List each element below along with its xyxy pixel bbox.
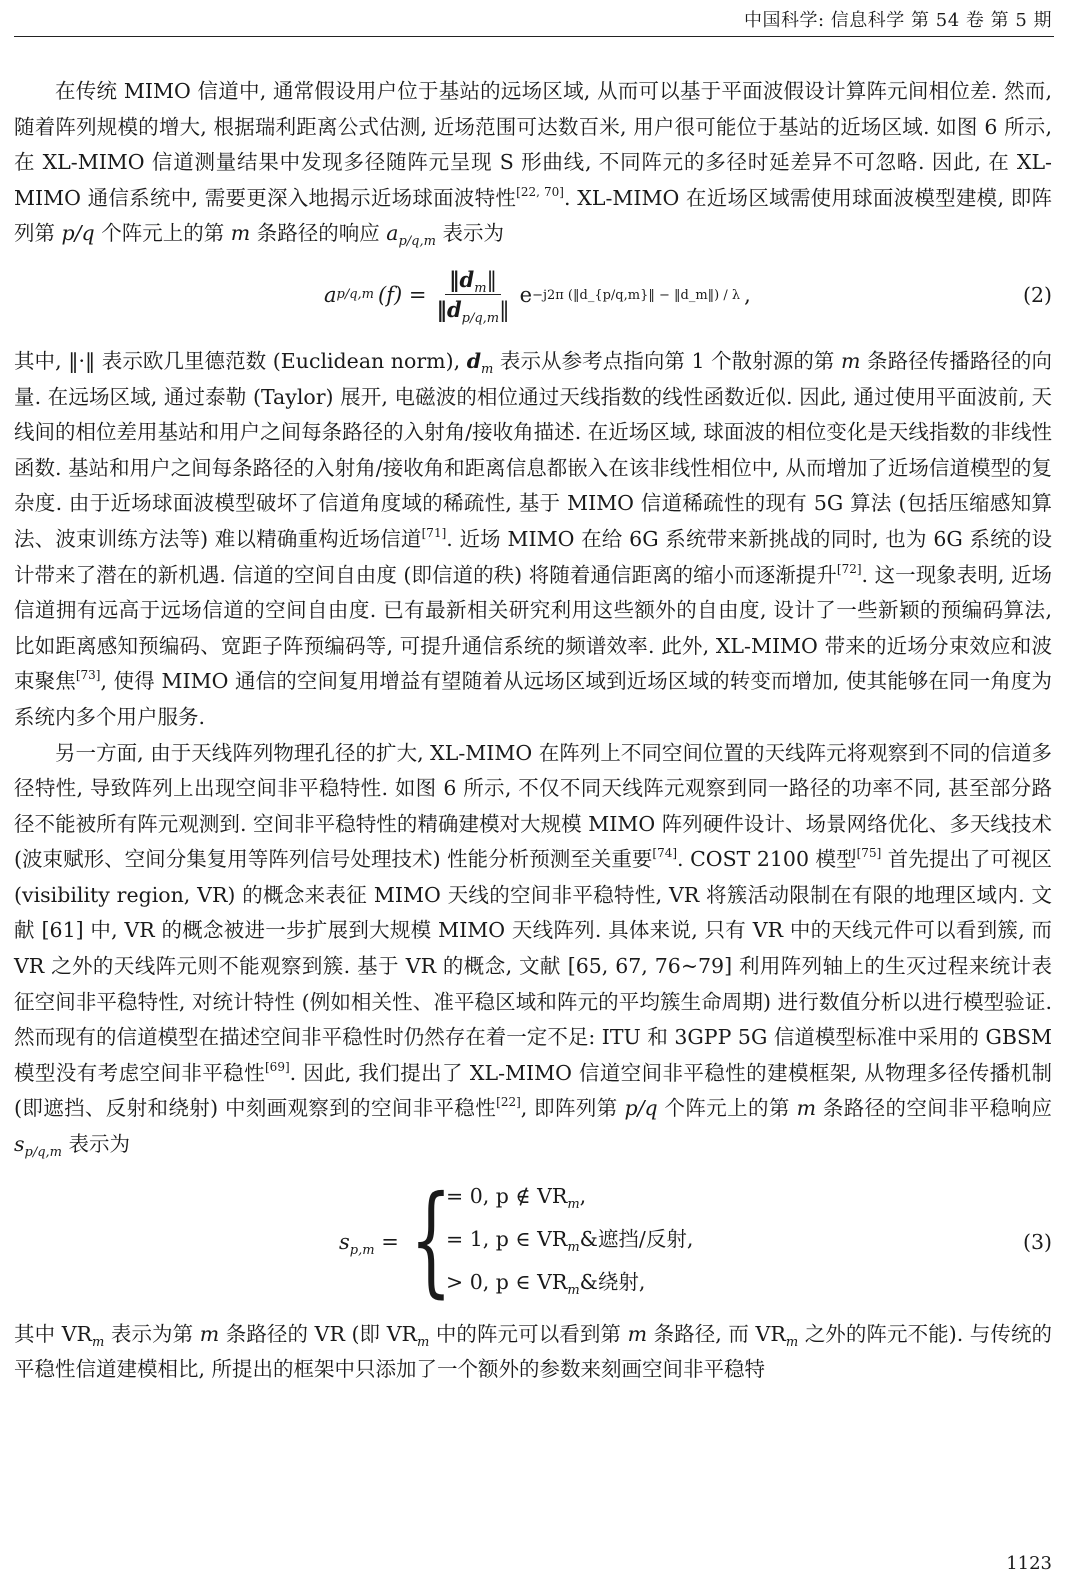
- text-run: 之外的阵元不能). 与传统的平稳性信道建模相比, 所提出的框架中只添加了一个额外的参数来刻画空间非平稳特: [14, 1321, 1053, 1382]
- paragraph-4: [14, 1317, 1052, 1388]
- math-subscript: p,m: [349, 1242, 375, 1258]
- math-subscript: m: [567, 1196, 580, 1212]
- case-tail: &绕射,: [579, 1269, 646, 1294]
- fraction-denominator: [432, 295, 513, 325]
- math-subscript: p/q,m: [461, 311, 500, 327]
- text-run: . 这一现象表明, 近场信道拥有远高于远场信道的空间自由度. 已有最新相关研究利用这些额外的自由度, 设计了一些新颖的预编码算法, 比如距离感知预编码、宽距子阵预编码等, 可提升通信系统的频谱效率. 此外, XL-MIMO 带来的近场分束效应和波束聚焦: [14, 562, 1052, 694]
- math-norm: ‖: [499, 297, 510, 322]
- math-var: m: [796, 1096, 817, 1121]
- text-run: 表示为: [435, 221, 504, 246]
- case-row: [446, 1218, 693, 1261]
- paragraph-1: [14, 74, 1052, 252]
- case-tail: &遮挡/反射,: [579, 1226, 694, 1251]
- text-run: , 使得 MIMO 通信的空间复用增益有望随着从远场区域到近场区域的转变而增加, 使其能够在同一角度为系统内多个用户服务.: [14, 669, 1052, 729]
- equation-2: [14, 260, 1052, 338]
- math-subscript: m: [785, 1334, 799, 1350]
- equation-number: (2): [1022, 282, 1052, 307]
- text-run: . XL-MIMO 在近场区域需使用球面波模型建模, 即阵列第: [14, 185, 1052, 246]
- equation-3-cases: [446, 1175, 693, 1304]
- fraction: [432, 266, 513, 325]
- article-body: [14, 74, 1052, 1388]
- math-var: m: [199, 1321, 220, 1346]
- text-run: 另一方面, 由于天线阵列物理孔径的扩大, XL-MIMO 在阵列上不同空间位置的天线阵元将观察到不同的信道多径特性, 导致阵列上出现空间非平稳特性. 如图 6 所示, 不仅不同天线阵元观察到同一路径的功率不同, 甚至部分路径不能被所有阵元观测到. 空间非平稳特性的精确建模对大规模 MIMO 阵列硬件设计、场景网络优化、多天线技术 (波束赋形、空间分集复用等阵列信号处理技术) 性能分析预测至关重要: [14, 740, 1052, 872]
- text-run: 条路径传播路径的向量. 在远场区域, 通过泰勒 (Taylor) 展开, 电磁波的相位通过天线指数的线性函数近似. 因此, 通过使用平面波前, 天线间的相位差用基站和用户之间每条路径的入射角/接收角描述. 在近场区域, 球面波的相位变化是天线指数的非线性函数. 基站和用户之间每条路径的入射角/接收角和距离信息都嵌入在该非线性相位中, 从而增加了近场信道模型的复杂度. 由于近场球面波模型破坏了信道角度域的稀疏性, 基于 MIMO 信道稀疏性的现有 5G 算法 (包括压缩感知算法、波束训练方法等) 难以精确重构近场信道: [14, 348, 1052, 551]
- text-run: 表示为: [62, 1132, 131, 1157]
- text-run: , 即阵列第: [520, 1096, 625, 1121]
- math-var: m: [841, 348, 861, 373]
- text-run: 其中, ‖·‖ 表示欧几里德范数 (Euclidean norm),: [14, 348, 467, 373]
- text-run: 在传统 MIMO 信道中, 通常假设用户位于基站的远场区域, 从而可以基于平面波假设计算阵元间相位差. 然而, 随着阵列规模的增大, 根据瑞利距离公式估测, 近场范围可达数百米, 用户很可能位于基站的近场区域. 如图 6 所示, 在 XL-MIMO 信道测量结果中发现多径随阵元呈现 S 形曲线, 不同阵元的多径时延差异不可忽略. 因此, 在 XL-MIMO 通信系统中, 需要更深入地揭示近场球面波特性: [14, 79, 1052, 210]
- math-subscript: m: [567, 1282, 580, 1298]
- math-var: m: [230, 221, 251, 246]
- math-bold: ‖d: [436, 296, 462, 322]
- math-subscript: p/q,m: [398, 234, 436, 250]
- fraction-numerator: [445, 266, 501, 295]
- math-subscript: m: [481, 362, 494, 378]
- math-arg: (f) =: [378, 282, 427, 307]
- math-var: p/q: [61, 221, 95, 246]
- math-subscript: m: [416, 1334, 430, 1350]
- citation: [74]: [652, 846, 678, 861]
- text-run: 表示为第: [104, 1321, 200, 1346]
- text-run: 条路径, 而 VR: [647, 1321, 786, 1346]
- math-var: s: [339, 1229, 350, 1254]
- text-run: . 因此, 我们提出了 XL-MIMO 信道空间非平稳性的建模框架, 从物理多径传播机制 (即遮挡、反射和绕射) 中刻画观察到的空间非平稳性: [14, 1060, 1053, 1121]
- math-equals: =: [381, 1229, 399, 1254]
- math-var: s: [14, 1132, 25, 1157]
- running-head: 中国科学: 信息科学 第 54 卷 第 5 期: [744, 10, 1052, 31]
- text-run: . COST 2100 模型: [677, 847, 857, 872]
- equation-2-formula: a p/q,m (f) = $\frac{‖d_m‖}{‖d_{p/q,m}‖}$ e −j2π (‖d_{p/q,m}‖ − ‖d_m‖) / λ ,: [324, 266, 751, 327]
- paragraph-3: [14, 736, 1052, 1163]
- math-exponent: −j2π (‖d_{p/q,m}‖ − ‖d_m‖) / λ: [532, 287, 741, 303]
- citation: [69]: [265, 1059, 290, 1074]
- math-bold: ‖d: [449, 266, 475, 292]
- text-run: 条路径的响应: [250, 221, 387, 246]
- math-subscript: m: [474, 281, 487, 297]
- case-tail: ,: [579, 1183, 587, 1208]
- citation: [22]: [496, 1095, 521, 1110]
- text-run: 条路径的 VR (即 VR: [219, 1321, 417, 1346]
- math-subscript: m: [91, 1334, 105, 1350]
- case-condition: = 1, p ∈ VR: [446, 1226, 568, 1251]
- paragraph-2: [14, 344, 1052, 736]
- page-number: 1123: [1006, 1553, 1052, 1574]
- case-condition: > 0, p ∈ VR: [446, 1269, 568, 1294]
- equation-number: (3): [1022, 1229, 1052, 1254]
- header-rule: [14, 36, 1054, 37]
- math-subscript: m: [567, 1239, 580, 1255]
- math-punct: ,: [744, 282, 751, 307]
- text-run: 个阵元上的第: [94, 221, 231, 246]
- citation: [22, 70]: [516, 184, 564, 199]
- equation-3: [14, 1170, 1052, 1313]
- citation: [71]: [421, 525, 447, 540]
- citation: [72]: [836, 561, 862, 576]
- text-run: . 近场 MIMO 在给 6G 系统带来新挑战的同时, 也为 6G 系统的设计带来了潜在的新机遇. 信道的空间自由度 (即信道的秩) 将随着通信距离的缩小而逐渐提升: [14, 526, 1053, 587]
- text-run: 个阵元上的第: [657, 1096, 797, 1121]
- citation: [75]: [856, 846, 882, 861]
- math-var: p/q: [624, 1096, 658, 1121]
- math-exp-base: e: [519, 282, 533, 307]
- math-var: m: [627, 1321, 648, 1346]
- case-condition: = 0, p ∉ VR: [446, 1183, 568, 1208]
- case-row: [446, 1175, 693, 1218]
- left-brace-icon: {: [410, 1170, 452, 1310]
- text-run: 条路径的空间非平稳响应: [816, 1096, 1052, 1121]
- citation: [73]: [75, 668, 101, 683]
- text-run: 中的阵元可以看到第: [429, 1321, 628, 1346]
- text-run: 表示从参考点指向第 1 个散射源的第: [493, 348, 842, 373]
- math-var: a: [324, 282, 337, 307]
- case-row: [446, 1261, 693, 1304]
- math-norm: ‖: [486, 267, 498, 292]
- math-subscript: p/q,m: [24, 1145, 63, 1161]
- math-var: a: [386, 221, 399, 246]
- math-bold: d: [466, 348, 482, 373]
- text-run: 首先提出了可视区 (visibility region, VR) 的概念来表征 MIMO 天线的空间非平稳特性, VR 将簇活动限制在有限的地理区域内. 文献 [61] 中, VR 的概念被进一步扩展到大规模 MIMO 天线阵列. 具体来说, 只有 VR 中的天线元件可以看到簇, 而 VR 之外的天线阵元则不能观察到簇. 基于 VR 的概念, 文献 [65, 67, 76~79] 利用阵列轴上的生灭过程来统计表征空间非平稳特性, 对统计特性 (例如相关性、准平稳区域和阵元的平均簇生命周期) 进行数值分析以进行模型验证. 然而现有的信道模型在描述空间非平稳性时仍然存在着一定不足: ITU 和 3GPP 5G 信道模型标准中采用的 GBSM 模型没有考虑空间非平稳性: [14, 847, 1052, 1085]
- equation-3-lhs: [339, 1225, 399, 1261]
- text-run: 其中 VR: [14, 1321, 92, 1346]
